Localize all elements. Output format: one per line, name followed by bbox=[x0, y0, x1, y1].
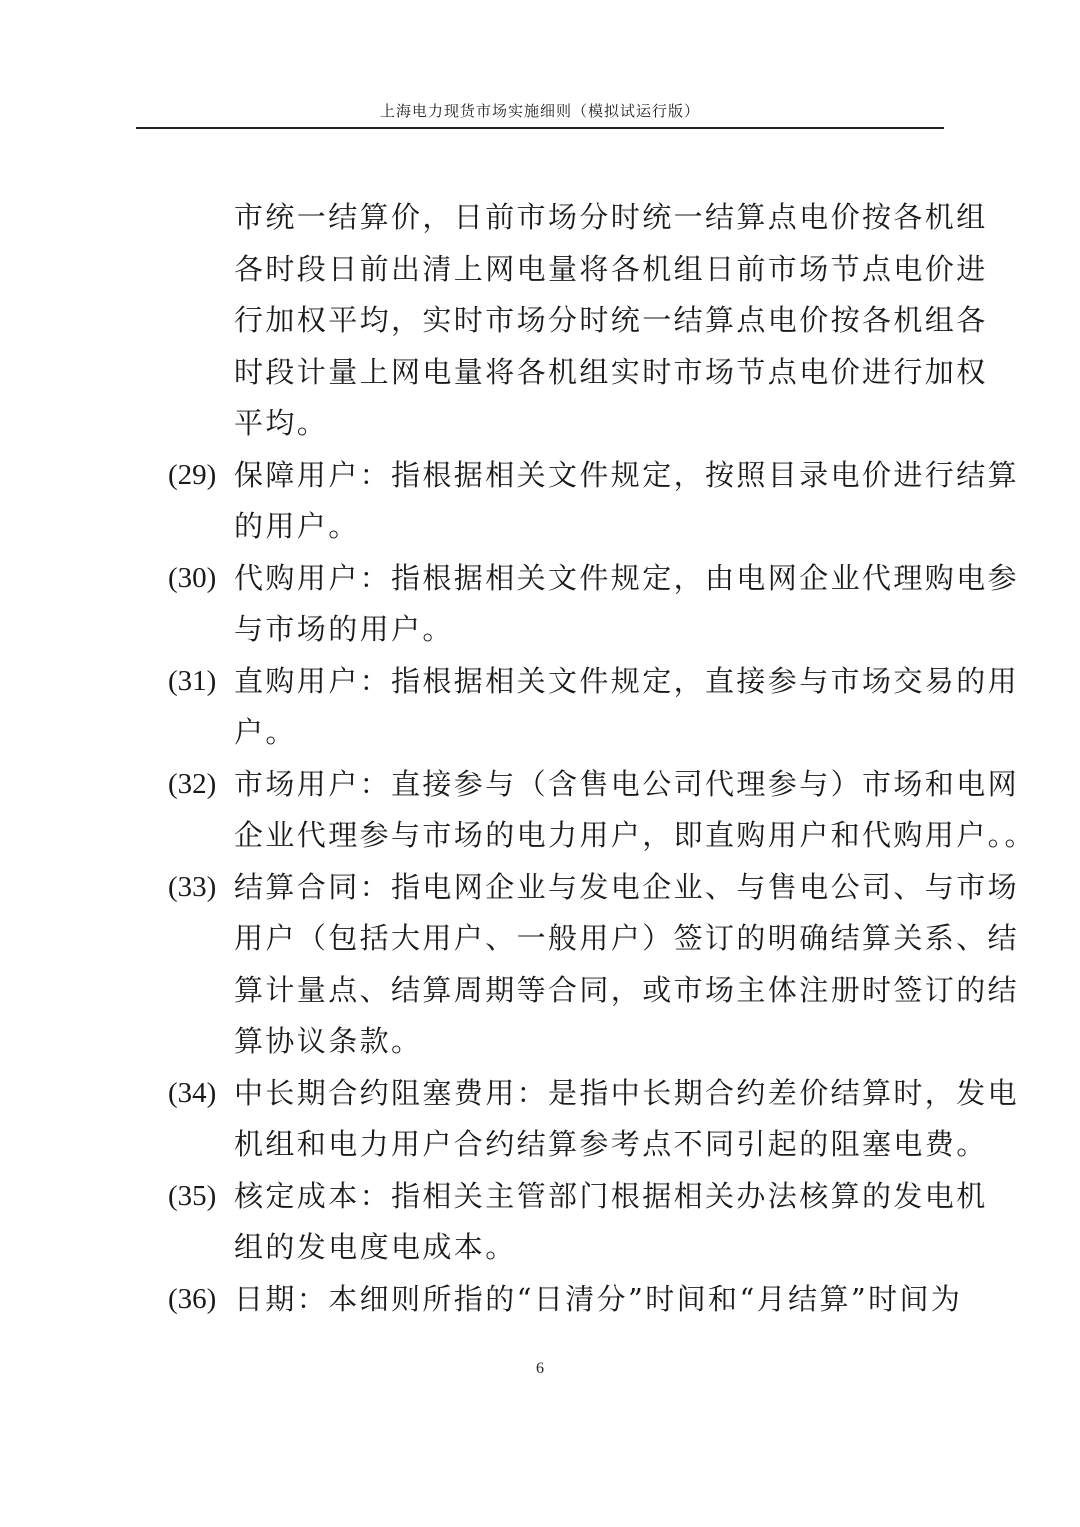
definition-item-31 bbox=[168, 656, 1020, 759]
item-number: (36) bbox=[168, 1282, 217, 1315]
item-number: (29) bbox=[168, 458, 217, 491]
text-line: 平均。 bbox=[234, 406, 329, 440]
text-line: 企业代理参与市场的电力用户，即直购用户和代购用户。。 bbox=[234, 818, 1036, 852]
text-line: 直购用户：指根据相关文件规定，直接参与市场交易的用 bbox=[234, 663, 1020, 698]
text-line: 代购用户：指根据相关文件规定，由电网企业代理购电参 bbox=[234, 560, 1020, 595]
text-line: 组的发电度电成本。 bbox=[234, 1230, 517, 1264]
definition-text bbox=[234, 656, 1019, 759]
header-divider bbox=[136, 127, 944, 129]
text-line: 核定成本：指相关主管部门根据相关办法核算的发电机 bbox=[234, 1178, 988, 1213]
definition-text bbox=[234, 1068, 1019, 1171]
definition-text bbox=[234, 759, 1036, 862]
text-line: 各时段日前出清上网电量将各机组日前市场节点电价进 bbox=[234, 251, 988, 286]
text-line: 机组和电力用户合约结算参考点不同引起的阻塞电费。 bbox=[234, 1127, 988, 1161]
text-line: 中长期合约阻塞费用：是指中长期合约差价结算时，发电 bbox=[234, 1075, 1020, 1110]
text-line: 算协议条款。 bbox=[234, 1024, 423, 1058]
definition-item-32 bbox=[168, 759, 1036, 862]
text-line: 结算合同：指电网企业与发电企业、与售电公司、与市场 bbox=[234, 869, 1020, 904]
item-number: (35) bbox=[168, 1179, 217, 1212]
item-number: (31) bbox=[168, 664, 217, 697]
text-line: 与市场的用户。 bbox=[234, 612, 454, 646]
definition-text bbox=[234, 1274, 962, 1326]
page-number: 6 bbox=[536, 1360, 544, 1377]
definition-item-33 bbox=[168, 862, 1020, 1068]
text-line: 算计量点、结算周期等合同，或市场主体注册时签订的结 bbox=[234, 972, 1020, 1007]
definition-item-30 bbox=[168, 553, 1020, 656]
definition-item-36 bbox=[168, 1274, 963, 1326]
text-line: 用户（包括大用户、一般用户）签订的明确结算关系、结 bbox=[234, 921, 1020, 955]
definition-text bbox=[234, 553, 1019, 656]
item-number: (30) bbox=[168, 561, 217, 594]
text-line: 市场用户：直接参与（含售电公司代理参与）市场和电网 bbox=[234, 766, 1020, 801]
definition-text bbox=[234, 450, 1019, 553]
paragraph-text bbox=[234, 192, 988, 450]
text-line: 市统一结算价，日前市场分时统一结算点电价按各机组 bbox=[234, 200, 988, 234]
item-number: (33) bbox=[168, 870, 217, 903]
document-body bbox=[168, 192, 1036, 1325]
definition-item-34 bbox=[168, 1068, 1020, 1171]
text-line: 户。 bbox=[234, 715, 297, 749]
definition-item-35 bbox=[168, 1171, 988, 1274]
text-line: 保障用户：指根据相关文件规定，按照目录电价进行结算 bbox=[234, 457, 1020, 492]
text-line: 时段计量上网电量将各机组实时市场节点电价进行加权 bbox=[234, 354, 988, 389]
item-number: (32) bbox=[168, 767, 217, 800]
definition-item-29 bbox=[168, 450, 1020, 553]
text-line: 日期：本细则所指的“日清分”时间和“月结算”时间为 bbox=[234, 1281, 963, 1316]
definition-text bbox=[234, 862, 1019, 1068]
item-number: (34) bbox=[168, 1076, 217, 1109]
definition-text bbox=[234, 1171, 988, 1274]
continued-paragraph bbox=[168, 192, 988, 450]
text-line: 的用户。 bbox=[234, 509, 360, 543]
text-line: 行加权平均，实时市场分时统一结算点电价按各机组各 bbox=[234, 303, 988, 337]
page-header-title: 上海电力现货市场实施细则（模拟试运行版） bbox=[379, 102, 700, 120]
